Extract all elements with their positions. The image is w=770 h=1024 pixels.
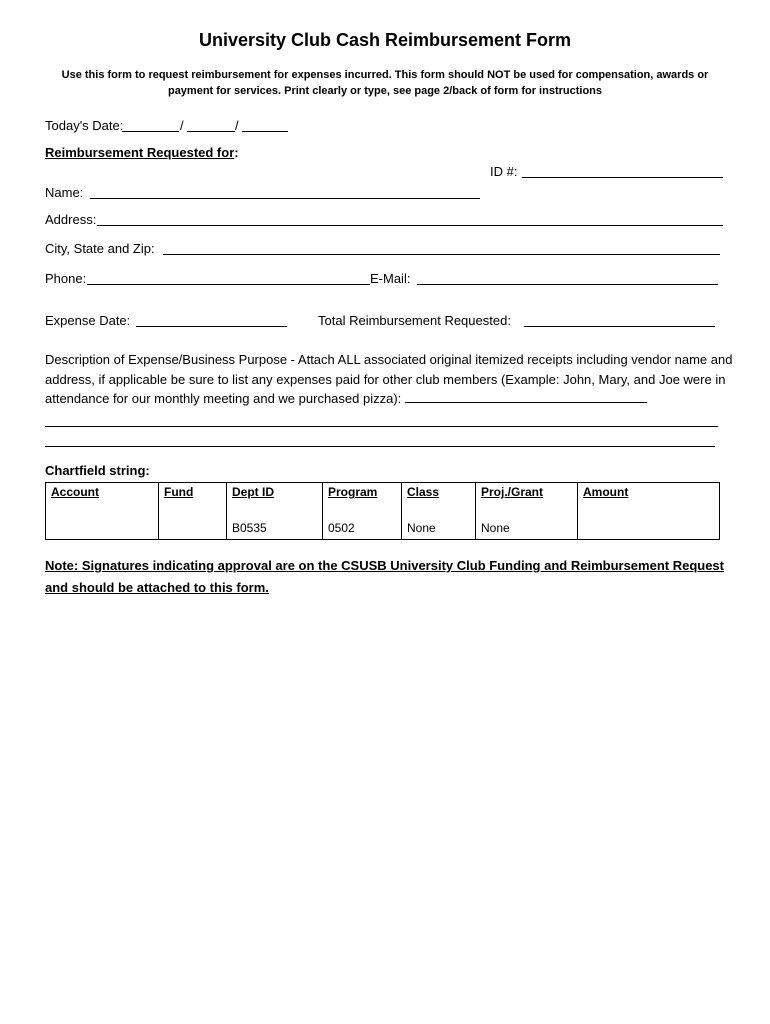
description-field-line-3[interactable] bbox=[45, 446, 715, 447]
date-year-field[interactable] bbox=[242, 131, 288, 132]
description-field-line-1[interactable] bbox=[405, 390, 647, 403]
value-program: 0502 bbox=[323, 509, 402, 540]
city-state-zip-label: City, State and Zip: bbox=[45, 241, 155, 256]
expense-date-field[interactable] bbox=[136, 326, 287, 327]
value-dept-id: B0535 bbox=[227, 509, 323, 540]
name-label: Name: bbox=[45, 185, 84, 200]
email-field[interactable] bbox=[417, 284, 718, 285]
reimbursement-heading-colon: : bbox=[234, 145, 239, 160]
total-reimbursement-field[interactable] bbox=[524, 326, 715, 327]
description-text: Description of Expense/Business Purpose - Attach ALL associated original itemized receipts including vendor name and address, if applicable be sure to list any expenses paid for other club members (Example: John, Mary, and Joe were in attendance for our monthly meeting and we purchased pizza): bbox=[45, 352, 733, 406]
address-label: Address: bbox=[45, 212, 97, 227]
description-block bbox=[45, 350, 735, 409]
value-amount[interactable] bbox=[578, 509, 720, 540]
reimbursement-heading-text: Reimbursement Requested for bbox=[45, 145, 235, 160]
value-fund[interactable] bbox=[159, 509, 227, 540]
expense-date-label: Expense Date: bbox=[45, 313, 131, 328]
todays-date-label: Today's Date: bbox=[45, 118, 124, 133]
date-day-field[interactable] bbox=[187, 131, 235, 132]
total-reimbursement-label: Total Reimbursement Requested: bbox=[318, 313, 511, 328]
date-separator-2: / bbox=[235, 118, 239, 133]
header-fund: Fund bbox=[159, 483, 227, 510]
header-class: Class bbox=[402, 483, 476, 510]
header-proj-grant: Proj./Grant bbox=[476, 483, 578, 510]
city-state-zip-field[interactable] bbox=[163, 254, 720, 255]
address-field[interactable] bbox=[97, 225, 723, 226]
chartfield-value-row bbox=[46, 509, 720, 540]
reimbursement-heading bbox=[45, 145, 239, 160]
email-label: E-Mail: bbox=[370, 271, 411, 286]
phone-field[interactable] bbox=[87, 284, 370, 285]
value-account[interactable] bbox=[46, 509, 159, 540]
signature-note: Note: Signatures indicating approval are on the CSUSB University Club Funding and Reimbursement Request and should be attached to this form. bbox=[45, 558, 724, 595]
description-field-line-2[interactable] bbox=[45, 426, 718, 427]
header-dept-id: Dept ID bbox=[227, 483, 323, 510]
id-field[interactable] bbox=[522, 177, 723, 178]
date-month-field[interactable] bbox=[122, 131, 179, 132]
name-field[interactable] bbox=[90, 198, 480, 199]
phone-label: Phone: bbox=[45, 271, 87, 286]
header-program: Program bbox=[323, 483, 402, 510]
chartfield-label: Chartfield string: bbox=[45, 463, 150, 478]
value-proj-grant: None bbox=[476, 509, 578, 540]
value-class: None bbox=[402, 509, 476, 540]
header-account: Account bbox=[46, 483, 159, 510]
header-amount: Amount bbox=[578, 483, 720, 510]
form-title: University Club Cash Reimbursement Form bbox=[198, 30, 572, 50]
chartfield-header-row bbox=[46, 483, 720, 510]
form-instructions: Use this form to request reimbursement for expenses incurred. This form should NOT be used for compensation, awards or payment for services. Print clearly or type, see page 2/back of form for instructions bbox=[61, 69, 709, 97]
chartfield-table bbox=[45, 482, 720, 540]
id-label: ID #: bbox=[490, 164, 518, 179]
date-separator-1: / bbox=[180, 118, 184, 133]
